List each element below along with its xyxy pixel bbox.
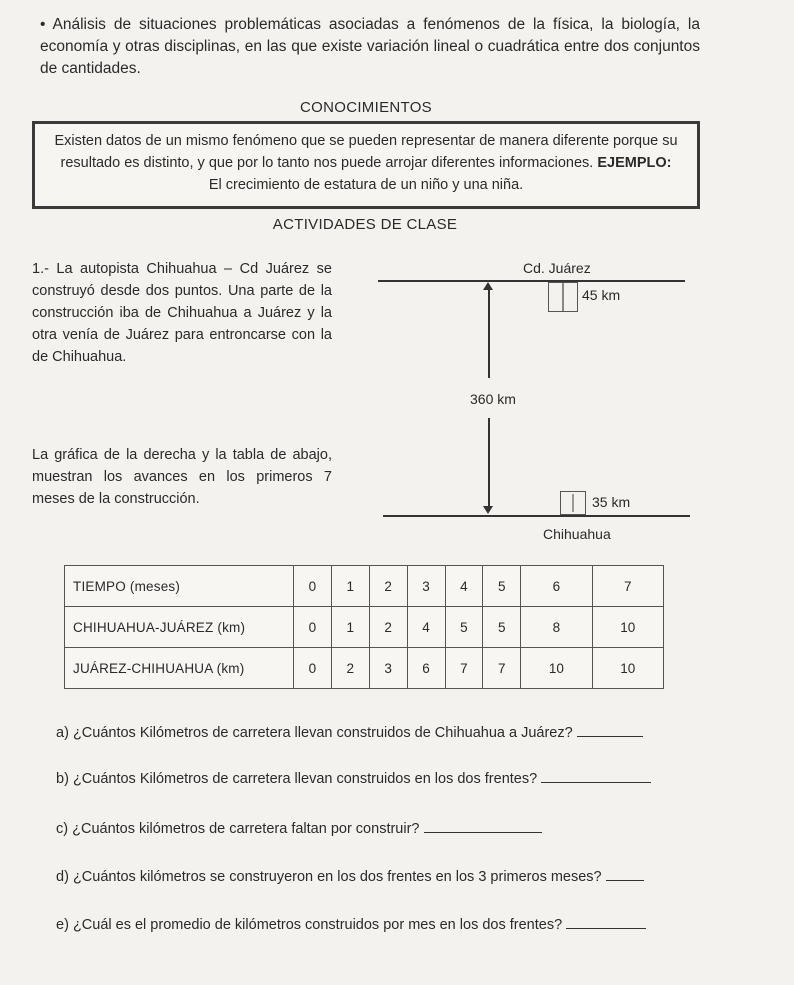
bullet: • xyxy=(40,16,46,33)
lower-vertical-line xyxy=(488,418,490,510)
question-d xyxy=(56,866,756,885)
question-text: ¿Cuántos kilómetros se construyeron en los dos frentes en los 3 primeros meses? xyxy=(72,869,602,885)
conocimientos-text: Existen datos de un mismo fenómeno que se pueden representar de manera diferente porque su resultado es distinto, y que por lo tanto nos puede arrojar diferentes informaciones. xyxy=(54,133,678,171)
bottom-km-label: 35 km xyxy=(592,494,631,510)
row-header: CHIHUAHUA-JUÁREZ (km) xyxy=(65,607,294,648)
table-cell: 5 xyxy=(445,607,483,648)
answer-blank[interactable] xyxy=(566,914,646,929)
question-b xyxy=(56,768,756,787)
question-c xyxy=(56,818,756,837)
conocimientos-box xyxy=(32,121,700,209)
graph-description: La gráfica de la derecha y la tabla de abajo, muestran los avances en los primeros 7 meses de la construcción. xyxy=(32,447,332,507)
table-row xyxy=(65,607,664,648)
answer-blank[interactable] xyxy=(606,866,644,881)
bottom-road-line xyxy=(383,515,690,517)
table-cell: 7 xyxy=(483,648,521,689)
table-cell: 4 xyxy=(407,607,445,648)
table-cell: 7 xyxy=(592,566,663,607)
table-cell: 0 xyxy=(294,607,332,648)
table-cell: 2 xyxy=(369,566,407,607)
problem-text: 1.- La autopista Chihuahua – Cd Juárez se construyó desde dos puntos. Una parte de la construcción iba de Chihuahua a Juárez y la otra venía de Juárez para entroncarse con la de Chihuahua. xyxy=(32,261,332,365)
table-cell: 2 xyxy=(369,607,407,648)
table-cell: 10 xyxy=(521,648,592,689)
table-cell: 3 xyxy=(407,566,445,607)
question-letter: e) xyxy=(56,917,69,933)
question-text: ¿Cuántos Kilómetros de carretera llevan construidos en los dos frentes? xyxy=(72,771,538,787)
table-cell: 8 xyxy=(521,607,592,648)
ejemplo-label: EJEMPLO: xyxy=(597,155,672,171)
question-letter: d) xyxy=(56,869,69,885)
table-cell: 1 xyxy=(331,566,369,607)
intro-text: Análisis de situaciones problemáticas asociadas a fenómenos de la física, la biología, la economía y otras disciplinas, en las que existe variación lineal o cuadrática entre dos conjuntos de cantidades. xyxy=(40,16,700,77)
top-city-label: Cd. Juárez xyxy=(523,260,591,276)
table-cell: 5 xyxy=(483,566,521,607)
top-road-line xyxy=(378,280,685,282)
answer-blank[interactable] xyxy=(424,818,542,833)
table-cell: 6 xyxy=(407,648,445,689)
answer-blank[interactable] xyxy=(577,722,643,737)
question-letter: b) xyxy=(56,771,69,787)
table-cell: 7 xyxy=(445,648,483,689)
total-km-label: 360 km xyxy=(470,391,516,407)
bottom-city-label: Chihuahua xyxy=(543,526,611,542)
progress-table xyxy=(64,565,664,689)
table-row xyxy=(65,648,664,689)
question-text: ¿Cuántos kilómetros de carretera faltan por construir? xyxy=(72,821,420,837)
question-e xyxy=(56,914,756,933)
table-cell: 0 xyxy=(294,566,332,607)
ejemplo-text: El crecimiento de estatura de un niño y una niña. xyxy=(208,177,524,193)
table-row xyxy=(65,566,664,607)
table-cell: 2 xyxy=(331,648,369,689)
row-header: JUÁREZ-CHIHUAHUA (km) xyxy=(65,648,294,689)
table-cell: 1 xyxy=(331,607,369,648)
question-letter: c) xyxy=(56,821,69,837)
up-arrow-icon xyxy=(483,282,493,290)
table-cell: 10 xyxy=(592,648,663,689)
row-header: TIEMPO (meses) xyxy=(65,566,294,607)
upper-vertical-line xyxy=(488,290,490,378)
question-text: ¿Cuántos Kilómetros de carretera llevan construidos de Chihuahua a Juárez? xyxy=(72,725,573,741)
down-arrow-icon xyxy=(483,506,493,514)
table-cell: 3 xyxy=(369,648,407,689)
top-progress-box xyxy=(548,282,578,312)
table-cell: 0 xyxy=(294,648,332,689)
question-letter: a) xyxy=(56,725,69,741)
intro-paragraph xyxy=(40,14,700,80)
table-cell: 10 xyxy=(592,607,663,648)
conocimientos-heading: CONOCIMIENTOS xyxy=(300,99,432,116)
actividades-heading: ACTIVIDADES DE CLASE xyxy=(272,216,458,233)
bottom-progress-box xyxy=(560,491,586,515)
question-a xyxy=(56,722,756,741)
table-cell: 5 xyxy=(483,607,521,648)
table-cell: 6 xyxy=(521,566,592,607)
answer-blank[interactable] xyxy=(541,768,651,783)
table-cell: 4 xyxy=(445,566,483,607)
question-text: ¿Cuál es el promedio de kilómetros construidos por mes en los dos frentes? xyxy=(72,917,563,933)
top-km-label: 45 km xyxy=(582,287,621,303)
